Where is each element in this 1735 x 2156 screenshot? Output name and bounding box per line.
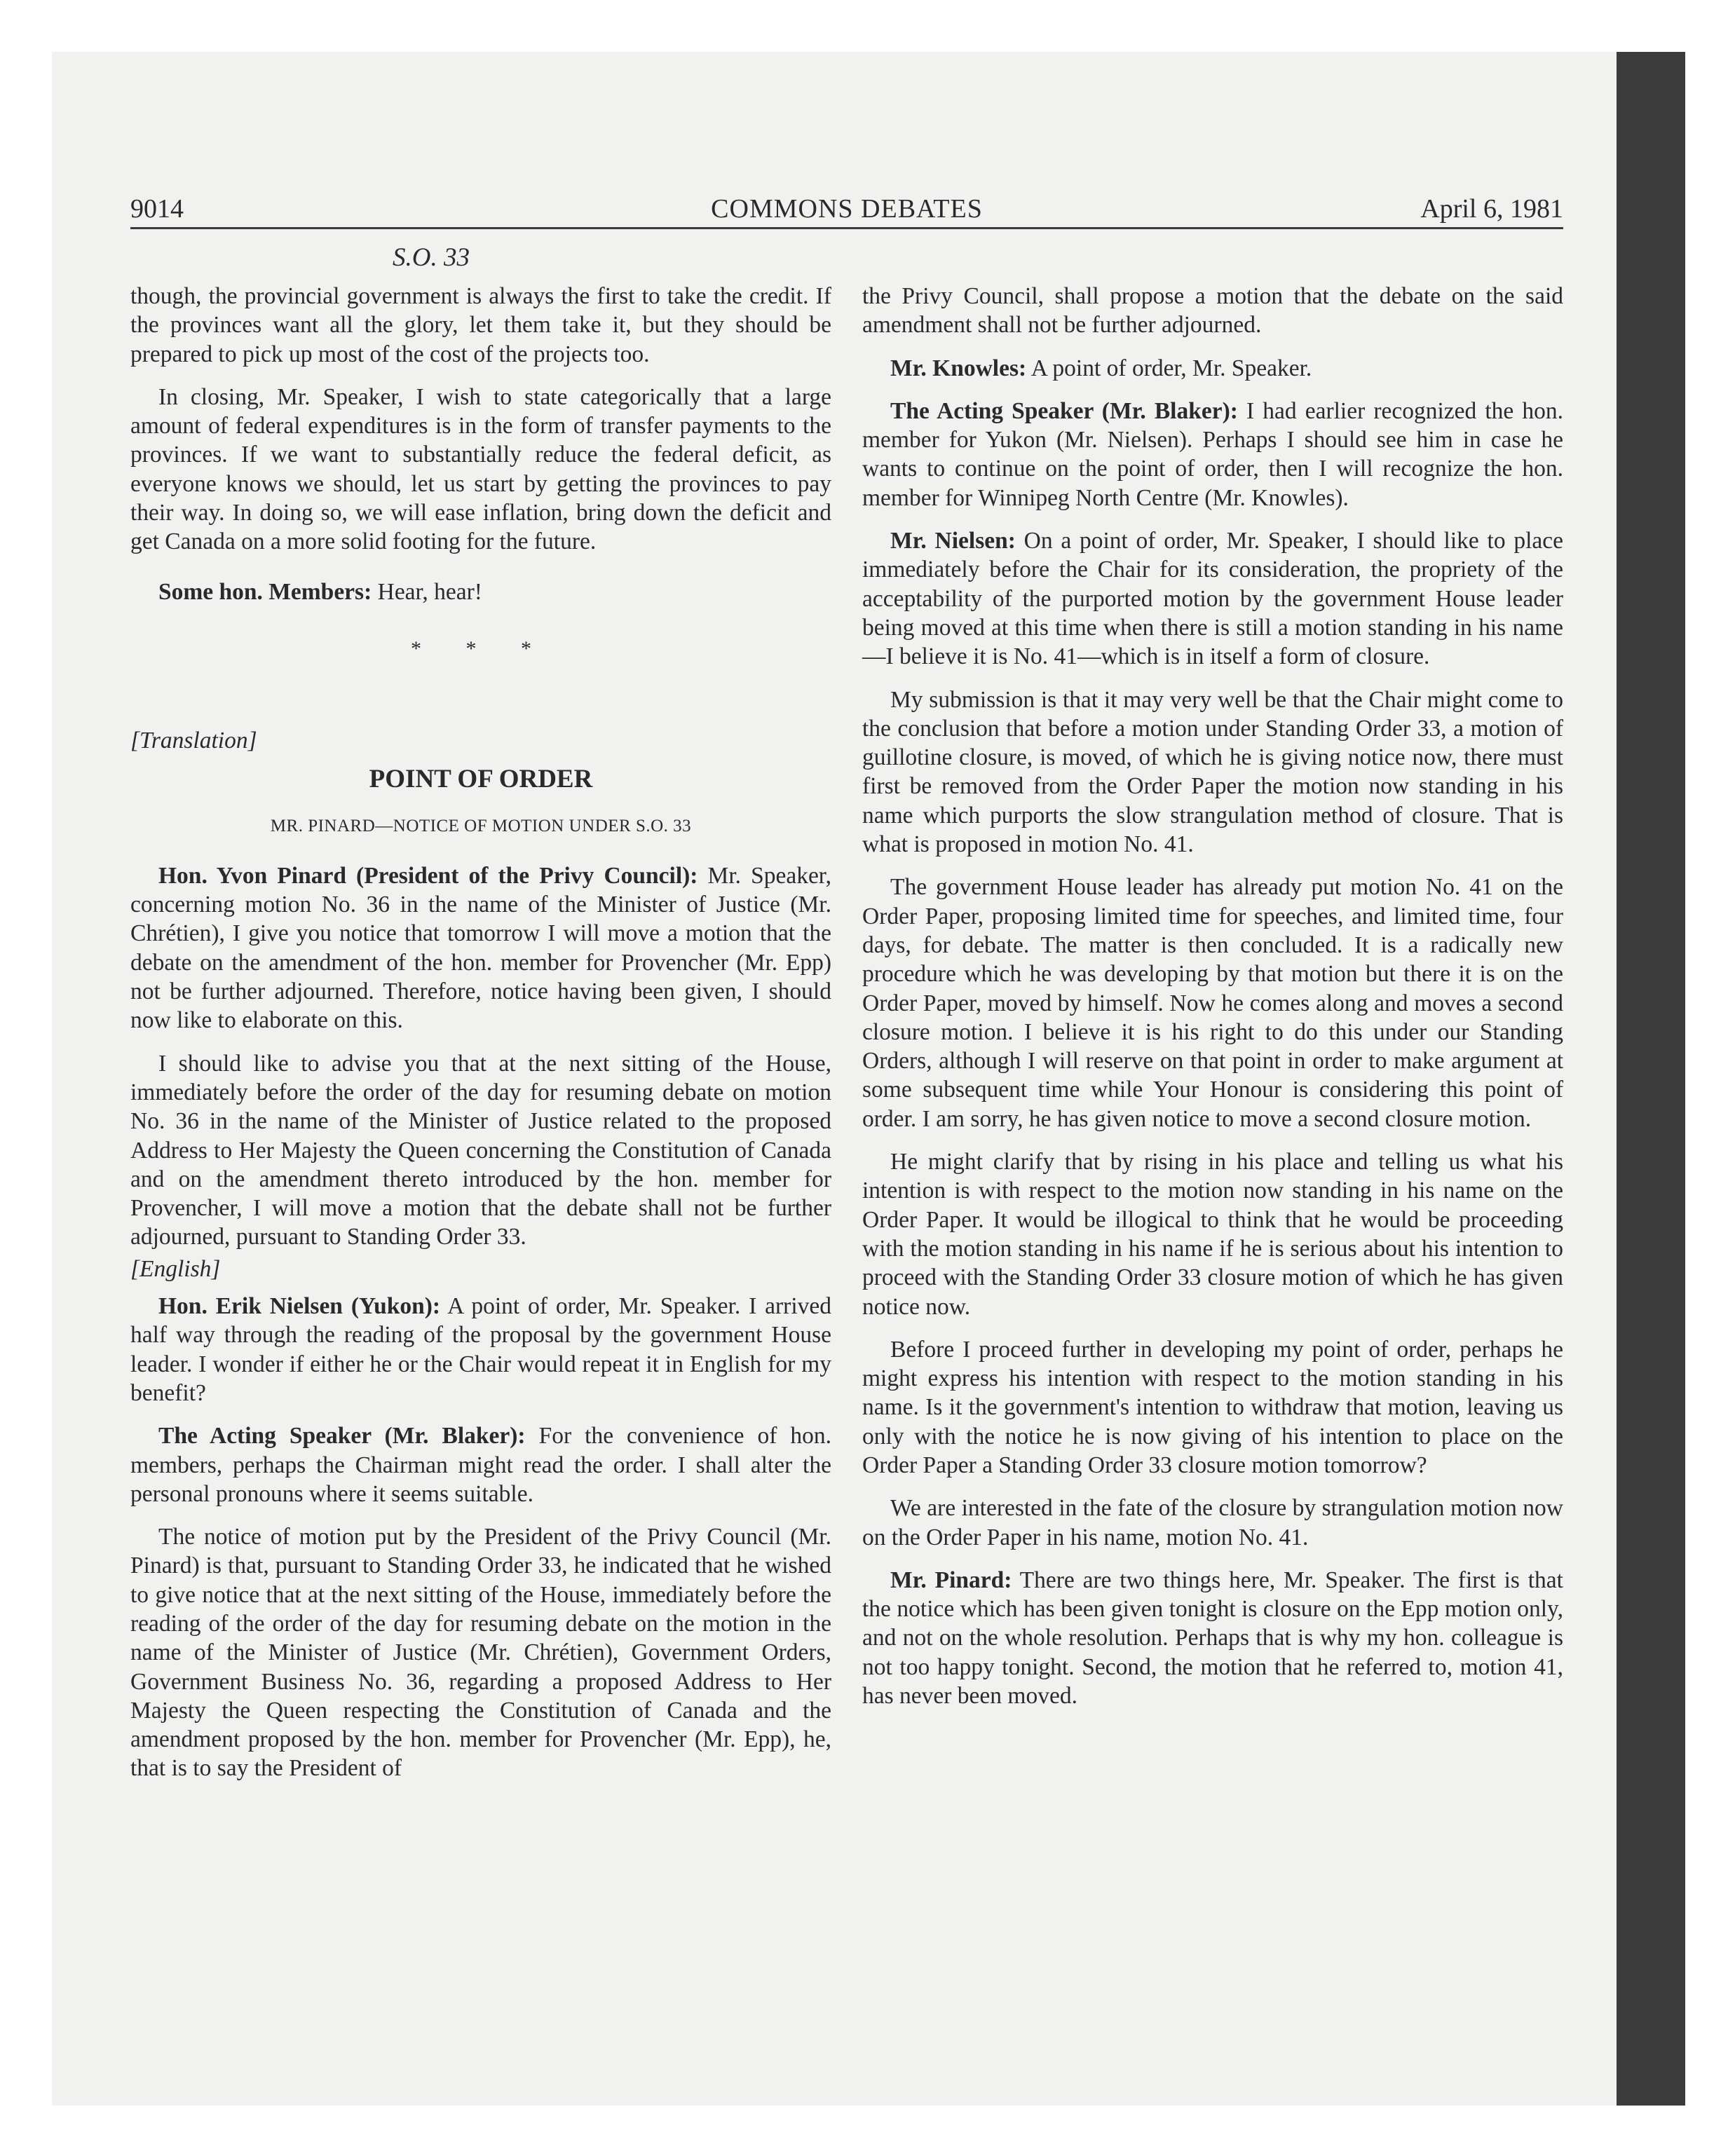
publication-title: COMMONS DEBATES <box>711 194 983 224</box>
speaker-name: The Acting Speaker (Mr. Blaker): <box>890 397 1238 424</box>
paragraph: the Privy Council, shall propose a motion that the debate on the said amendment shall not be further adjourned. <box>862 283 1563 339</box>
section-subtitle: MR. PINARD—NOTICE OF MOTION UNDER S.O. 33 <box>270 816 692 835</box>
paragraph: though, the provincial government is always the first to take the credit. If the provinces want all the glory, let them take it, but they should be prepared to pick up most of the cost of the projects too. <box>130 283 831 367</box>
speaker-paragraph <box>130 578 831 606</box>
english-tag: [English] <box>130 1255 221 1282</box>
speaker-name: Mr. Knowles: <box>890 355 1027 381</box>
speaker-paragraph <box>130 1292 831 1407</box>
speaker-paragraph <box>130 861 831 1035</box>
speaker-name: The Acting Speaker (Mr. Blaker): <box>158 1423 526 1449</box>
right-column <box>862 282 1563 1724</box>
speaker-paragraph <box>130 1421 831 1508</box>
paragraph: My submission is that it may very well be that the Chair might come to the conclusion that before a motion under Standing Order 33, a motion of guillotine closure, is moved, of which he is giving notice now, there must first be removed from the Order Paper the motion now standing in his name which purports the slow strangulation method of closure. That is what is proposed in motion No. 41. <box>862 686 1563 858</box>
paragraph: We are interested in the fate of the closure by strangulation motion now on the Order Paper in his name, motion No. 41. <box>862 1495 1563 1550</box>
paragraph: The notice of motion put by the President of the Privy Council (Mr. Pinard) is that, pursuant to Standing Order 33, he indicated that he wished to give notice that at the next sitting of the House, immediately before the reading of the order of the day for resuming debate on the motion in the name of the Minister of Justice (Mr. Chrétien), Government Orders, Government Business No. 36, regarding a proposed Address to Her Majesty the Queen respecting the Constitution of Canada and the amendment proposed by the hon. member for Provencher (Mr. Epp), he, that is to say the President of <box>130 1524 831 1782</box>
speech-text: A point of order, Mr. Speaker. I arrived half way through the reading of the proposal by the government House leader. I wonder if either he or the Chair would repeat it in English for my benefit? <box>130 1293 832 1406</box>
page-date: April 6, 1981 <box>1420 194 1563 224</box>
speech-text: For the convenience of hon. members, perhaps the Chairman might read the order. I shall alter the personal pronouns where it seems suitable. <box>130 1423 831 1507</box>
translation-tag: [Translation] <box>130 728 257 754</box>
paragraph: The government House leader has already put motion No. 41 on the Order Paper, proposing limited time for speeches, and limited time, four days, for debate. The matter is then concluded. It is a radically new procedure which he was developing by that motion but there it is on the Order Paper, moved by himself. Now he comes along and moves a second closure motion. I believe it is his right to do this under our Standing Orders, although I will reserve on that point in order to make argument at some subsequent time while Your Honour is considering this point of order. I am sorry, he has given notice to move a second closure motion. <box>862 874 1563 1132</box>
page-header <box>130 191 1563 229</box>
speaker-name: Some hon. Members: <box>158 578 372 605</box>
speaker-paragraph <box>862 1566 1563 1710</box>
paragraph: I should like to advise you that at the next sitting of the House, immediately before the order of the day for resuming debate on motion No. 36 in the name of the Minister of Justice related to the proposed Address to Her Majesty the Queen concerning the Constitution of Canada and on the amendment thereto introduced by the hon. member for Provencher, I will move a motion that the debate shall not be further adjourned, pursuant to Standing Order 33. <box>130 1050 831 1250</box>
speech-text: Hear, hear! <box>372 578 482 605</box>
subject-heading: S.O. 33 <box>393 243 470 272</box>
speaker-name: Hon. Yvon Pinard (President of the Privy Council): <box>158 862 698 889</box>
speech-text: There are two things here, Mr. Speaker. The first is that the notice which has been given tonight is closure on the Epp motion only, and not on the whole resolution. Perhaps that is why my hon. colleague is not too happy tonight. Second, the motion that he referred to, motion 41, has never been moved. <box>862 1567 1563 1710</box>
speaker-paragraph <box>862 526 1563 671</box>
page-number: 9014 <box>130 194 184 224</box>
speaker-paragraph <box>862 397 1563 512</box>
speaker-name: Hon. Erik Nielsen (Yukon): <box>158 1293 441 1320</box>
speaker-paragraph <box>862 354 1563 383</box>
speaker-name: Mr. Pinard: <box>890 1567 1012 1593</box>
left-column <box>130 282 831 1797</box>
speech-text: Mr. Speaker, concerning motion No. 36 in the name of the Minister of Justice (Mr. Chrétien), I give you notice that tomorrow I will move a motion that the debate on the amendment of the hon. member for Provencher (Mr. Epp) not be further adjourned. Therefore, notice having been given, I should now like to elaborate on this. <box>130 862 831 1034</box>
paragraph: In closing, Mr. Speaker, I wish to state categorically that a large amount of federal expenditures is in the form of transfer payments to the provinces. If we want to substantially reduce the federal deficit, as everyone knows we should, let us start by getting the provinces to pay their way. In doing so, we will ease inflation, bring down the deficit and get Canada on a more solid footing for the future. <box>130 383 831 555</box>
speech-text: On a point of order, Mr. Speaker, I should like to place immediately before the Chair for its consideration, the propriety of the acceptability of the purported motion by the government House leader being moved at this time when there is still a motion standing in his name—I believe it is No. 41—which is in itself a form of closure. <box>862 528 1563 670</box>
paragraph: Before I proceed further in developing my point of order, perhaps he might express his intention with respect to the motion standing in his name. Is it the government's intention to withdraw that motion, leaving us only with the notice he is now giving of his intention to place on the Order Paper a Standing Order 33 closure motion tomorrow? <box>862 1336 1563 1478</box>
paragraph: He might clarify that by rising in his place and telling us what his intention is with respect to the motion now standing in his name on the Order Paper. It would be illogical to think that he would be proceeding with the motion standing in his name if he is serious about his intention to proceed with the Standing Order 33 closure motion of which he has given notice now. <box>862 1149 1563 1320</box>
speech-text: A point of order, Mr. Speaker. <box>1026 355 1312 381</box>
section-divider: * * * <box>411 636 551 660</box>
scan-edge-shadow <box>1617 52 1685 2106</box>
speech-text: I had earlier recognized the hon. member for Yukon (Mr. Nielsen). Perhaps I should see him in case he wants to continue on the point of order, then I will recognize the hon. member for Winnipeg North Centre (Mr. Knowles). <box>862 397 1563 511</box>
speaker-name: Mr. Nielsen: <box>890 528 1016 554</box>
section-title: POINT OF ORDER <box>369 764 593 793</box>
